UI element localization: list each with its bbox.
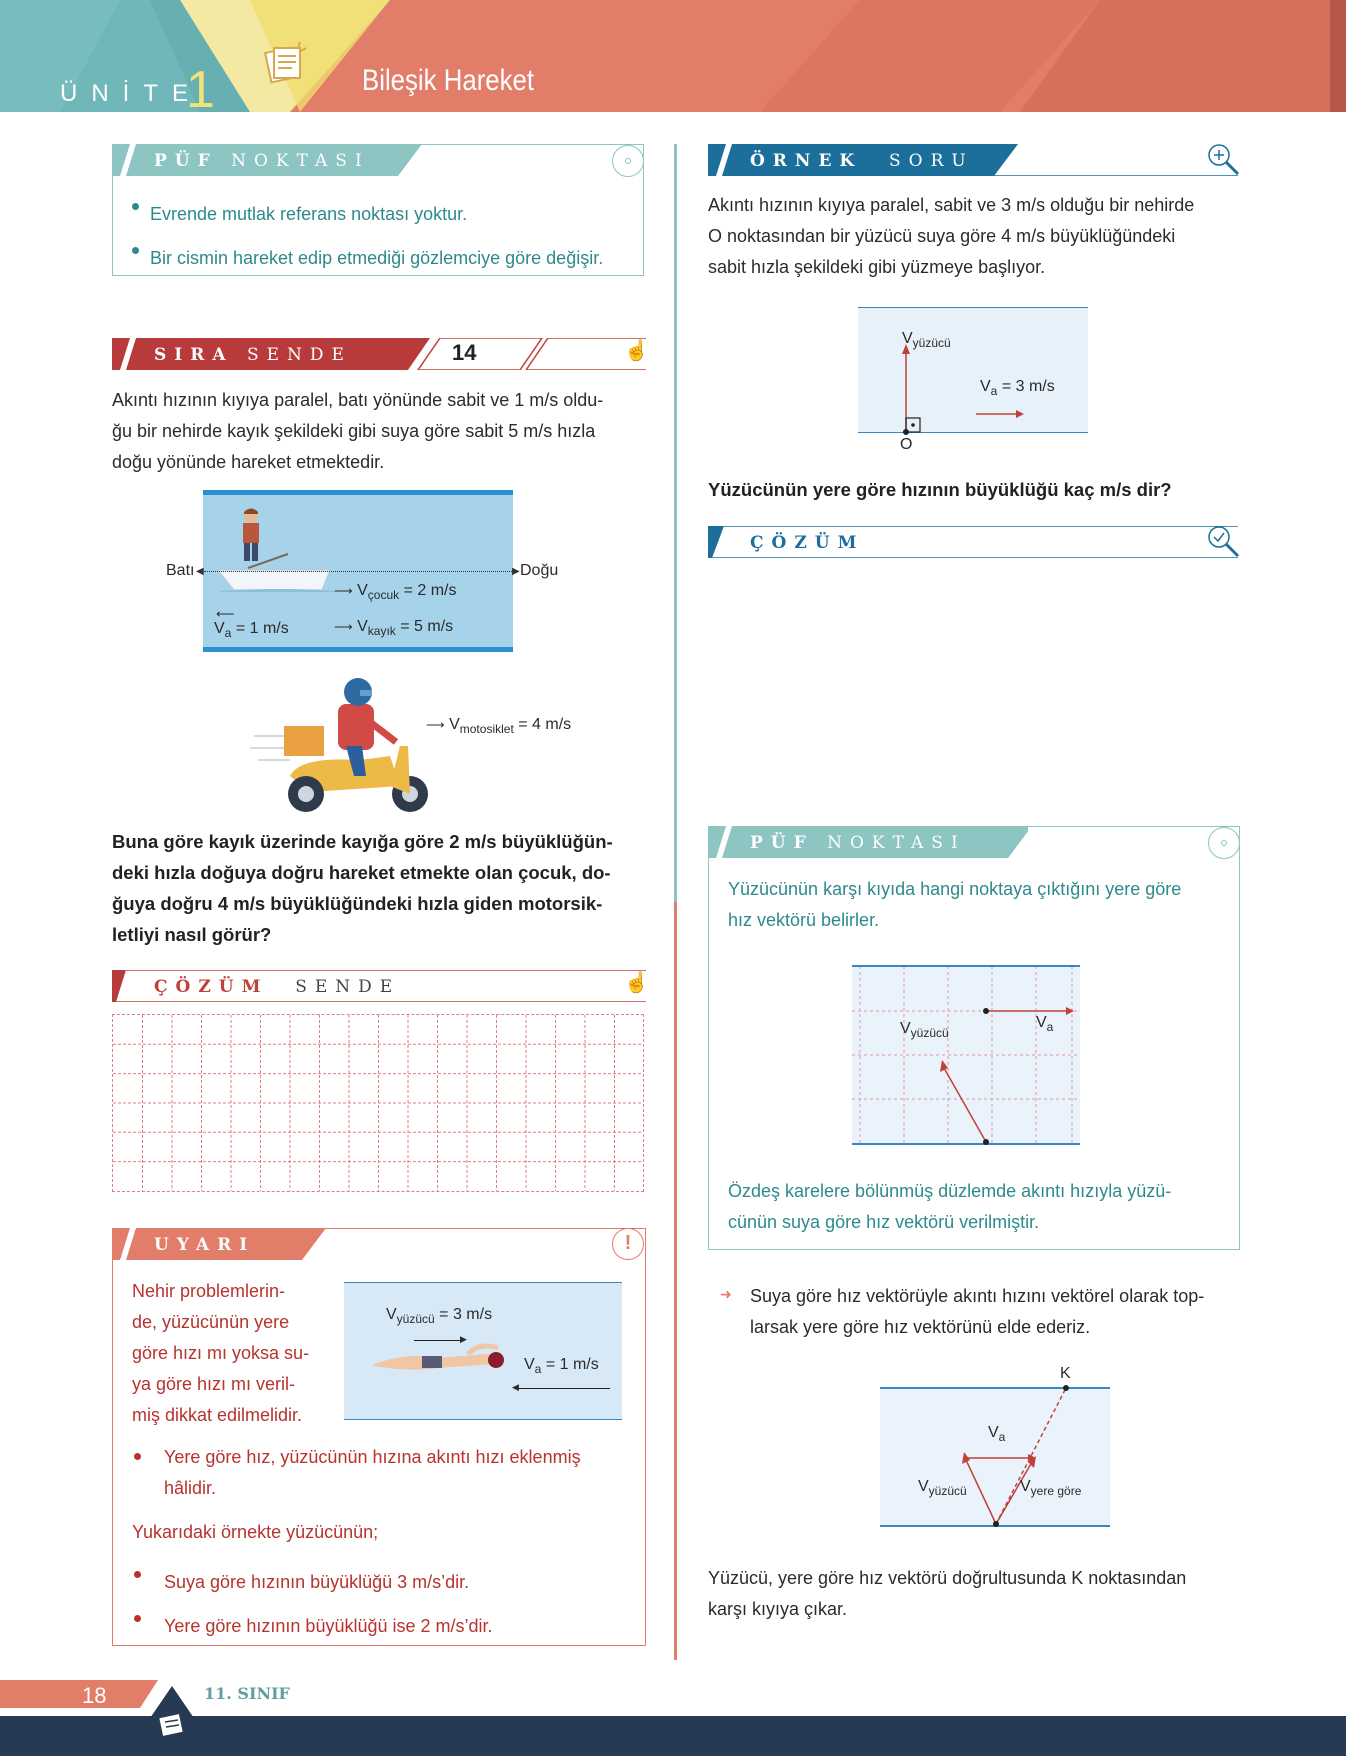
list-item: Bir cismin hareket edip etmediği gözlemciye göre değişir. xyxy=(130,236,640,280)
v-moto-label: ⟶ $V_{motosiklet} = 4$ m/s xyxy=(426,716,572,737)
unit-number: 1 xyxy=(186,61,215,119)
arrow-right-icon: ▶ xyxy=(512,566,520,577)
ornek-text: Akıntı hızının kıyıya paralel, sabit ve 3 m/s olduğu bir nehirde O noktasından bir yüzücü suya göre 4 m/s büyüklüğündeki sabit hızla şekildeki gibi yüzmeye başlıyor. xyxy=(708,195,1195,277)
uyari-intro: Nehir problemlerin- de, yüzücünün yere göre hızı mı yoksa su- ya göre hızı mı veril- miş dikkat edilmelidir. xyxy=(132,1281,310,1425)
motorcycle-illustration xyxy=(250,676,450,821)
v-boat-label: ⟶ $V_{kayık} = 5$ m/s xyxy=(334,618,454,639)
point-k-label: K xyxy=(1060,1365,1071,1382)
v-swimmer-label: $V_{yüzücü}$ xyxy=(902,330,951,351)
puf2-text-2: Özdeş karelere bölünmüş düzlemde akıntı hızıyla yüzü- cünün suya göre hız vektörü verilmiştir. xyxy=(728,1181,1172,1232)
sira-sende-title: SIRA SENDE xyxy=(154,345,352,365)
arrow-left-icon: ⟵ xyxy=(216,606,235,621)
uyari-list-1 xyxy=(132,1442,632,1504)
v-ground-label: $V_{yere göre}$ xyxy=(1020,1478,1082,1499)
origin-label: O xyxy=(900,436,913,453)
arrow-left-icon: ◀ xyxy=(512,1382,519,1392)
uyari-list-2 xyxy=(132,1560,632,1648)
footer-bar xyxy=(0,1716,1346,1756)
magnifier-check-icon xyxy=(1206,524,1240,563)
v-child-label: ⟶ $V_{çocuk} = 2$ m/s xyxy=(334,582,457,603)
arrow-right-icon: ➜ xyxy=(720,1286,732,1302)
list-item: Yere göre hızının büyüklüğü ise 2 m/s’dir. xyxy=(132,1604,632,1648)
hand-icon: ☝ xyxy=(624,972,649,994)
cozum-title: ÇÖZÜM xyxy=(750,533,865,553)
puf-noktasi-title: PÜF NOKTASI xyxy=(154,151,370,171)
arrow-right-icon: ▶ xyxy=(460,1334,467,1344)
west-label: Batı xyxy=(166,562,195,579)
column-divider-accent xyxy=(674,902,677,1660)
east-label: Doğu xyxy=(520,562,559,579)
resultant-figure xyxy=(880,1370,1110,1535)
v-current-label: $V_a = 3$ m/s xyxy=(980,378,1055,399)
unit-label: ÜNİTE xyxy=(60,80,202,107)
hand-icon: ☝ xyxy=(624,340,649,362)
question-number: 14 xyxy=(452,340,477,365)
final-text: Yüzücü, yere göre hız vektörü doğrultusunda K noktasından karşı kıyıya çıkar. xyxy=(708,1568,1187,1619)
puf-noktasi-list xyxy=(130,192,640,280)
v-swimmer-label: $V_{yüzücü} = 3$ m/s xyxy=(386,1306,493,1327)
page-number: 18 xyxy=(82,1683,107,1708)
step-text: Suya göre hız vektörüyle akıntı hızını vektörel olarak top- larsak yere göre hız vektörünü elde ederiz. xyxy=(750,1286,1205,1337)
v-current-label: $V_a$ xyxy=(988,1424,1006,1445)
uyari-subtitle: Yukarıdaki örnekte yüzücünün; xyxy=(132,1522,379,1542)
v-current-label: $V_a$ xyxy=(1036,1014,1054,1035)
west-east-axis xyxy=(204,571,514,572)
v-current-label: $V_a = 1$ m/s xyxy=(524,1356,599,1377)
cozum-sende-title: ÇÖZÜM SENDE xyxy=(154,977,401,997)
puf2-text-1: Yüzücünün karşı kıyıda hangi noktaya çıktığını yere göre hız vektörü belirler. xyxy=(728,879,1182,930)
answer-grid[interactable] xyxy=(112,1014,644,1192)
grade-label: 11. SINIF xyxy=(204,1684,290,1703)
arrow-left-icon: ◀ xyxy=(196,566,204,577)
puf-noktasi-title-2: PÜF NOKTASI xyxy=(750,833,966,853)
circle-icon xyxy=(1208,827,1240,859)
sira-question: Buna göre kayık üzerinde kayığa göre 2 m/s büyüklüğün- deki hızla doğuya doğru hareket etmekte olan çocuk, do- ğuya doğru 4 m/s büyüklüğündeki hızla giden motorsik- letliyi nasıl görür? xyxy=(112,831,613,945)
chapter-title: Bileşik Hareket xyxy=(362,64,535,97)
swimmer-illustration xyxy=(368,1340,518,1385)
magnifier-plus-icon xyxy=(1206,142,1240,181)
current-velocity-arrow xyxy=(518,1388,610,1389)
ornek-vectors xyxy=(858,306,1088,441)
ornek-question: Yüzücünün yere göre hızının büyüklüğü kaç m/s dir? xyxy=(708,479,1172,500)
v-a-label: $V_a = 1$ m/s xyxy=(214,620,289,641)
notebook-icon xyxy=(262,40,310,89)
warning-icon: ! xyxy=(612,1228,644,1260)
sira-text: Akıntı hızının kıyıya paralel, batı yönünde sabit ve 1 m/s oldu- ğu bir nehirde kayık şekildeki gibi suya göre sabit 5 m/s hızla doğu yönünde hareket etmektedir. xyxy=(112,390,604,472)
list-item: Yere göre hız, yüzücünün hızına akıntı hızı eklenmiş hâlidir. xyxy=(132,1442,632,1504)
v-swimmer-label: $V_{yüzücü}$ xyxy=(918,1478,967,1499)
ornek-soru-title: ÖRNEK SORU xyxy=(750,151,974,171)
list-item: Suya göre hızının büyüklüğü 3 m/s’dir. xyxy=(132,1560,632,1604)
uyari-title: UYARI xyxy=(154,1235,256,1255)
list-item: Evrende mutlak referans noktası yoktur. xyxy=(130,192,640,236)
circle-icon xyxy=(612,145,644,177)
v-swimmer-label: $V_{yüzücü}$ xyxy=(900,1020,949,1041)
grid-vector-figure xyxy=(852,964,1080,1153)
child-illustration xyxy=(236,508,266,569)
